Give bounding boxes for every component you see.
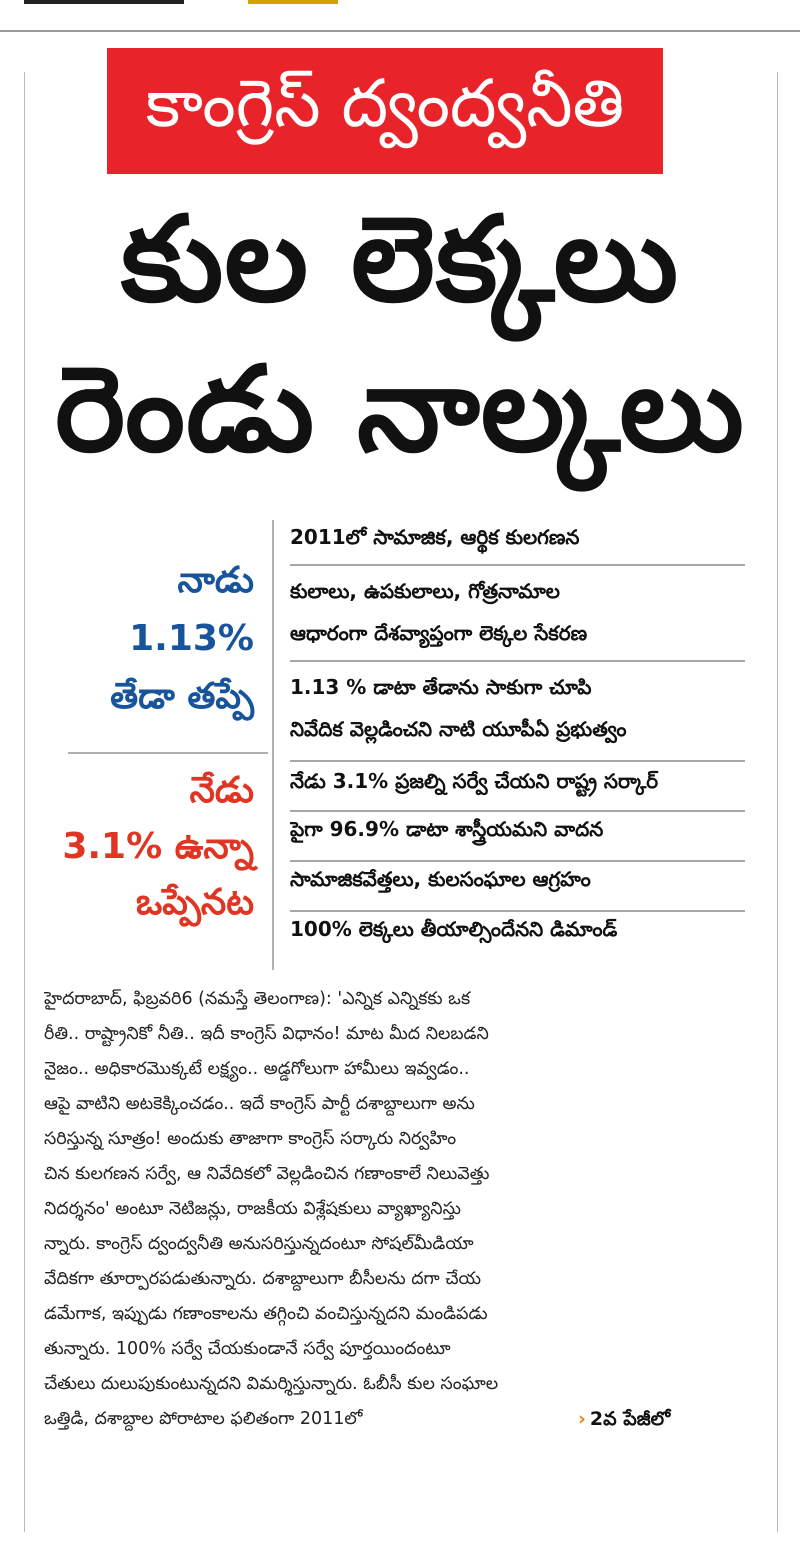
fact-item: ఆధారంగా దేశవ్యాప్తంగా లెక్కల సేకరణ [290,620,588,645]
fact-rule [290,910,745,912]
masthead-logo-fragment [248,0,338,4]
then-percent: 1.13% [129,618,254,659]
fact-item: నేడు 3.1% ప్రజల్ని సర్వే చేయని రాష్ట్ర సర్కార్ [290,768,659,793]
arrow-right-icon: › [578,1408,586,1430]
body-line: వేదికగా తూర్పారపడుతున్నారు. దశాబ్దాలుగా బీసీలను దగా చేయ [44,1269,482,1289]
body-line: సరిస్తున్న సూత్రం! అందుకు తాజాగా కాంగ్రెస్ సర్కారు నిర్వహిం [44,1129,457,1149]
continuation-link[interactable] [578,1408,670,1435]
now-verdict: ఒప్పేనట [135,882,254,923]
body-line: రీతి.. రాష్ట్రానికో నీతి.. ఇదీ కాంగ్రెస్ విధానం! మాట మీద నిలబడని [44,1024,489,1044]
body-line: నిదర్శనం' అంటూ నెటిజన్లు, రాజకీయ విశ్లేషకులు వ్యాఖ్యానిస్తు [44,1199,461,1219]
then-verdict: తేడా తప్పే [110,676,254,717]
then-label: నాడు [177,560,254,601]
body-line: ఆపై వాటిని అటకెక్కించడం.. ఇదే కాంగ్రెస్ పార్టీ దశాబ్దాలుగా అను [44,1094,475,1114]
masthead-strip [0,0,800,32]
body-line: హైదరాబాద్, ఫిబ్రవరి6 (నమస్తే తెలంగాణ): 'ఎన్నిక ఎన్నికకు ఒక [44,989,471,1009]
body-line: చేతులు దులుపుకుంటున్నదని విమర్శిస్తున్నారు. ఓబీసీ కుల సంఘాల [44,1374,499,1394]
comparison-divider [68,752,268,754]
continuation-text: 2వ పేజీలో [589,1408,671,1430]
fact-item: నివేదిక వెల్లడించని నాటి యూపీఏ ప్రభుత్వం [290,716,627,741]
fact-item: 1.13 % డాటా తేడాను సాకుగా చూపి [290,674,592,699]
fact-rule [290,564,745,566]
fact-item: కులాలు, ఉపకులాలు, గోత్రనామాల [290,578,560,603]
headline-line-2: రెండు నాల్కలు [55,340,745,478]
kicker-banner [107,48,663,174]
body-line: ఒత్తిడి, దశాబ్దాల పోరాటాల ఫలితంగా 2011లో [44,1409,363,1429]
kicker-text: కాంగ్రెస్ ద్వంద్వనీతి [145,64,625,142]
fact-item: 100% లెక్కలు తీయాల్సిందేనని డిమాండ్ [290,916,618,941]
fact-item: సామాజికవేత్తలు, కులసంఘాల ఆగ్రహం [290,866,591,891]
body-line: చిన కులగణన సర్వే, ఆ నివేదికలో వెల్లడించిన గణాంకాలే నిలువెత్తు [44,1164,490,1184]
headline-line-1: కుల లెక్కలు [120,190,680,328]
fact-rule [290,660,745,662]
now-label: నేడు [189,770,254,811]
fact-item: పైగా 96.9% డాటా శాస్త్రీయమని వాదన [290,816,604,841]
body-line: తున్నారు. 100% సర్వే చేయకుండానే సర్వే పూర్తయిందంటూ [44,1339,451,1359]
fact-item: 2011లో సామాజిక, ఆర్థిక కులగణన [290,524,580,549]
body-line: న్నారు. కాంగ్రెస్ ద్వంద్వనీతి అనుసరిస్తున్నదంటూ సోషల్‌మీడియా [44,1234,474,1254]
fact-rule [290,860,745,862]
article-body [44,982,760,1437]
column-divider [272,520,274,970]
fact-rule [290,810,745,812]
body-line: నైజం.. అధికారమొక్కటే లక్ష్యం.. అడ్డగోలుగా హామీలు ఇవ్వడం.. [44,1059,470,1079]
now-percent: 3.1% ఉన్నా [62,826,254,867]
body-line: డమేగాక, ఇప్పుడు గణాంకాలను తగ్గించి వంచిస్తున్నదని మండిపడు [44,1304,488,1324]
masthead-text-fragment [24,0,184,4]
fact-rule [290,760,745,762]
